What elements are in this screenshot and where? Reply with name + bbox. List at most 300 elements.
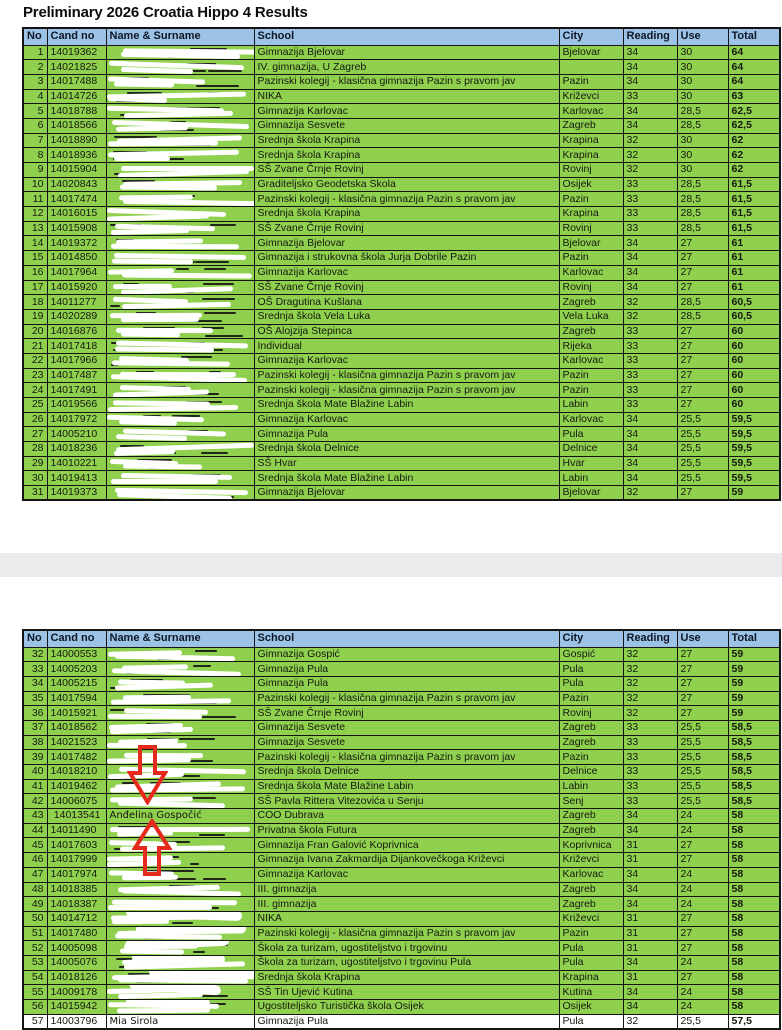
redacted-text-fragment: [202, 298, 235, 300]
cell-city: Zagreb: [559, 882, 623, 897]
cell-total: 62,5: [728, 118, 780, 133]
cell-total: 58: [728, 882, 780, 897]
cell-name: [106, 486, 254, 501]
cell-use: 25,5: [677, 720, 728, 735]
table-row: [23, 383, 780, 398]
cell-school: Privatna škola Futura: [254, 823, 559, 838]
column-header-name: Name & Surname: [106, 630, 254, 647]
cell-cand: 14017491: [47, 383, 106, 398]
cell-no: 6: [23, 118, 47, 133]
cell-name: [106, 955, 254, 970]
cell-reading: 32: [623, 676, 677, 691]
cell-no: 22: [23, 353, 47, 368]
cell-name: [106, 118, 254, 133]
redaction-scribble: [112, 258, 193, 264]
cell-cand: 14011490: [47, 823, 106, 838]
cell-cand: 14018126: [47, 970, 106, 985]
redaction-scribble: [122, 273, 252, 279]
cell-total: 58: [728, 985, 780, 1000]
cell-city: Hvar: [559, 456, 623, 471]
cell-reading: 33: [623, 368, 677, 383]
cell-reading: 34: [623, 251, 677, 266]
cell-total: 59,5: [728, 427, 780, 442]
cell-total: 60,5: [728, 309, 780, 324]
cell-use: 28,5: [677, 118, 728, 133]
cell-name: [106, 383, 254, 398]
cell-total: 59: [728, 691, 780, 706]
table-row: [23, 221, 780, 236]
cell-use: 24: [677, 1000, 728, 1015]
cell-reading: 32: [623, 647, 677, 662]
cell-school: Srednja škola Delnice: [254, 442, 559, 457]
cell-name: [106, 412, 254, 427]
cell-school: Srednja škola Krapina: [254, 970, 559, 985]
redacted-text-fragment: [110, 305, 120, 307]
cell-cand: 14019462: [47, 779, 106, 794]
cell-school: Gimnazija Ivana Zakmardija Dijankovečkoga Križevci: [254, 853, 559, 868]
redaction-scribble: [113, 389, 209, 397]
cell-use: 28,5: [677, 309, 728, 324]
redaction-scribble: [111, 244, 239, 249]
cell-total: 59: [728, 706, 780, 721]
cell-cand: 14003796: [47, 1014, 106, 1029]
cell-city: Osijek: [559, 177, 623, 192]
cell-no: 44: [23, 823, 47, 838]
cell-school: SŠ Hvar: [254, 456, 559, 471]
cell-school: Gimnazija Karlovac: [254, 265, 559, 280]
cell-total: 62,5: [728, 104, 780, 119]
column-header-city: City: [559, 630, 623, 647]
cell-cand: 14019373: [47, 486, 106, 501]
redaction-scribble: [112, 668, 241, 677]
cell-use: 28,5: [677, 295, 728, 310]
table-row: [23, 118, 780, 133]
cell-use: 27: [677, 853, 728, 868]
cell-name: Anđelina Gospočić: [106, 809, 254, 824]
cell-name: [106, 720, 254, 735]
redaction-scribble: [117, 1007, 210, 1013]
cell-school: NIKA: [254, 89, 559, 104]
cell-total: 58: [728, 926, 780, 941]
cell-reading: 33: [623, 383, 677, 398]
cell-city: Delnice: [559, 765, 623, 780]
cell-reading: 31: [623, 941, 677, 956]
cell-no: 28: [23, 442, 47, 457]
cell-school: COO Dubrava: [254, 809, 559, 824]
cell-no: 5: [23, 104, 47, 119]
cell-total: 59,5: [728, 471, 780, 486]
cell-name: [106, 853, 254, 868]
cell-name: [106, 471, 254, 486]
cell-cand: 14017418: [47, 339, 106, 354]
cell-reading: 32: [623, 295, 677, 310]
redacted-text-fragment: [172, 922, 193, 924]
cell-cand: 14017999: [47, 853, 106, 868]
redacted-text-fragment: [193, 951, 206, 953]
cell-no: 24: [23, 383, 47, 398]
redaction-scribble: [121, 317, 199, 322]
column-header-reading: Reading: [623, 630, 677, 647]
cell-use: 30: [677, 148, 728, 163]
table-row: [23, 970, 780, 985]
cell-total: 58: [728, 941, 780, 956]
cell-school: OŠ Dragutina Kušlana: [254, 295, 559, 310]
cell-name: [106, 456, 254, 471]
cell-no: 2: [23, 60, 47, 75]
cell-school: Gimnazija Fran Galović Koprivnica: [254, 838, 559, 853]
cell-city: Gospić: [559, 647, 623, 662]
cell-name: [106, 74, 254, 89]
cell-use: 27: [677, 353, 728, 368]
cell-cand: 14017974: [47, 867, 106, 882]
table-row: [23, 104, 780, 119]
cell-cand: 14013541: [47, 809, 106, 824]
cell-name: [106, 221, 254, 236]
cell-total: 63: [728, 89, 780, 104]
redaction-scribble: [116, 434, 187, 441]
cell-no: 15: [23, 251, 47, 266]
cell-total: 61,5: [728, 177, 780, 192]
cell-no: 29: [23, 456, 47, 471]
cell-name: [106, 662, 254, 677]
cell-city: Labin: [559, 398, 623, 413]
cell-no: 49: [23, 897, 47, 912]
redaction-scribble: [111, 479, 218, 484]
redaction-scribble: [122, 888, 241, 896]
cell-use: 28,5: [677, 177, 728, 192]
redacted-text-fragment: [187, 356, 212, 358]
redacted-text-fragment: [200, 320, 222, 322]
redaction-scribble: [112, 919, 169, 925]
cell-use: 27: [677, 251, 728, 266]
cell-use: 30: [677, 45, 728, 60]
cell-reading: 33: [623, 192, 677, 207]
cell-city: Delnice: [559, 442, 623, 457]
cell-city: Križevci: [559, 853, 623, 868]
cell-city: Bjelovar: [559, 45, 623, 60]
redaction-scribble: [110, 727, 194, 734]
cell-total: 58: [728, 867, 780, 882]
redaction-scribble: [115, 933, 222, 939]
table-row: [23, 676, 780, 691]
cell-use: 27: [677, 662, 728, 677]
cell-total: 58: [728, 809, 780, 824]
cell-no: 57: [23, 1014, 47, 1029]
cell-city: Osijek: [559, 1000, 623, 1015]
table-row: [23, 207, 780, 222]
redaction-scribble: [116, 126, 188, 133]
cell-school: SŠ Zvane Črnje Rovinj: [254, 280, 559, 295]
cell-school: Gimnazija Bjelovar: [254, 236, 559, 251]
cell-use: 24: [677, 867, 728, 882]
cell-total: 59: [728, 662, 780, 677]
cell-school: Gimnazija Pula: [254, 662, 559, 677]
cell-cand: 14018210: [47, 765, 106, 780]
column-header-no: No: [23, 630, 47, 647]
cell-cand: 14018936: [47, 148, 106, 163]
redaction-scribble: [107, 96, 166, 103]
cell-no: 35: [23, 691, 47, 706]
redaction-scribble: [111, 228, 189, 235]
cell-cand: 14014712: [47, 911, 106, 926]
cell-cand: 14019413: [47, 471, 106, 486]
cell-total: 60: [728, 398, 780, 413]
cell-school: Graditeljsko Geodetska Skola: [254, 177, 559, 192]
cell-no: 50: [23, 911, 47, 926]
cell-school: Gimnazija Karlovac: [254, 353, 559, 368]
cell-reading: 34: [623, 280, 677, 295]
cell-use: 24: [677, 985, 728, 1000]
table-row: [23, 339, 780, 354]
table-row: [23, 309, 780, 324]
cell-use: 27: [677, 280, 728, 295]
redacted-text-fragment: [176, 268, 188, 270]
cell-no: 30: [23, 471, 47, 486]
cell-school: Gimnazija Karlovac: [254, 104, 559, 119]
cell-reading: 32: [623, 662, 677, 677]
cell-total: 60: [728, 324, 780, 339]
cell-cand: 14015921: [47, 706, 106, 721]
cell-use: 27: [677, 926, 728, 941]
cell-reading: 33: [623, 89, 677, 104]
cell-use: 27: [677, 970, 728, 985]
cell-school: Gimnazija i strukovna škola Jurja Dobrile Pazin: [254, 251, 559, 266]
column-header-school: School: [254, 630, 559, 647]
cell-school: Pazinski kolegij - klasična gimnazija Pazin s pravom jav: [254, 74, 559, 89]
cell-cand: 14017972: [47, 412, 106, 427]
up-arrow-icon: [132, 819, 172, 876]
cell-reading: 33: [623, 207, 677, 222]
cell-name: [106, 148, 254, 163]
cell-reading: 33: [623, 221, 677, 236]
cell-school: SŠ Tin Ujević Kutina: [254, 985, 559, 1000]
cell-school: Srednja škola Delnice: [254, 765, 559, 780]
cell-city: [559, 60, 623, 75]
redaction-scribble: [108, 141, 218, 147]
cell-name: [106, 309, 254, 324]
cell-total: 58,5: [728, 779, 780, 794]
table-row: [23, 456, 780, 471]
cell-name: [106, 985, 254, 1000]
cell-school: SŠ Zvane Črnje Rovinj: [254, 163, 559, 178]
cell-cand: 14011277: [47, 295, 106, 310]
cell-city: Zagreb: [559, 823, 623, 838]
cell-use: 28,5: [677, 192, 728, 207]
cell-reading: 34: [623, 823, 677, 838]
cell-use: 27: [677, 941, 728, 956]
cell-reading: 34: [623, 985, 677, 1000]
cell-name: [106, 177, 254, 192]
table-row: [23, 45, 780, 60]
cell-city: Zagreb: [559, 720, 623, 735]
redaction-scribble: [108, 714, 202, 719]
table-row: [23, 427, 780, 442]
cell-name: [106, 867, 254, 882]
cell-name: [106, 838, 254, 853]
cell-name: [106, 60, 254, 75]
cell-total: 57,5: [728, 1014, 780, 1029]
redaction-scribble: [121, 332, 180, 338]
cell-city: Pazin: [559, 192, 623, 207]
cell-name: [106, 89, 254, 104]
cell-city: Pazin: [559, 251, 623, 266]
cell-city: Krapina: [559, 207, 623, 222]
cell-city: Senj: [559, 794, 623, 809]
table-row: [23, 1014, 780, 1029]
cell-city: Rovinj: [559, 221, 623, 236]
redaction-scribble: [111, 698, 231, 704]
cell-school: Ugostiteljsko Turistička škola Osijek: [254, 1000, 559, 1015]
cell-city: Pula: [559, 941, 623, 956]
cell-reading: 34: [623, 882, 677, 897]
cell-total: 59: [728, 676, 780, 691]
cell-cand: 14018387: [47, 897, 106, 912]
cell-city: Karlovac: [559, 412, 623, 427]
cell-cand: 14017480: [47, 926, 106, 941]
cell-total: 58,5: [728, 750, 780, 765]
cell-city: Pula: [559, 427, 623, 442]
table-row: [23, 89, 780, 104]
cell-total: 60,5: [728, 295, 780, 310]
cell-reading: 32: [623, 148, 677, 163]
cell-name: [106, 339, 254, 354]
redacted-text-fragment: [213, 335, 226, 337]
table-row: [23, 471, 780, 486]
cell-no: 9: [23, 163, 47, 178]
cell-cand: 14017964: [47, 265, 106, 280]
cell-city: Rovinj: [559, 280, 623, 295]
cell-no: 52: [23, 941, 47, 956]
cell-cand: 14019362: [47, 45, 106, 60]
cell-cand: 14018566: [47, 118, 106, 133]
cell-city: Koprivnica: [559, 838, 623, 853]
cell-school: Gimnazija Karlovac: [254, 867, 559, 882]
table-row: [23, 133, 780, 148]
cell-total: 58,5: [728, 720, 780, 735]
redaction-scribble: [121, 52, 240, 59]
table-row: [23, 941, 780, 956]
redacted-text-fragment: [196, 85, 225, 87]
cell-use: 27: [677, 339, 728, 354]
cell-reading: 34: [623, 442, 677, 457]
table-row: [23, 647, 780, 662]
redacted-text-fragment: [204, 268, 227, 270]
cell-total: 61: [728, 265, 780, 280]
redaction-scribble: [114, 82, 174, 88]
table-row: [23, 148, 780, 163]
cell-no: 53: [23, 955, 47, 970]
cell-school: Gimnazija Karlovac: [254, 412, 559, 427]
cell-school: Srednja škola Krapina: [254, 133, 559, 148]
cell-name: [106, 324, 254, 339]
table-row: [23, 280, 780, 295]
cell-city: Zagreb: [559, 295, 623, 310]
cell-name: [106, 442, 254, 457]
column-header-total: Total: [728, 630, 780, 647]
cell-name: [106, 163, 254, 178]
cell-city: Labin: [559, 779, 623, 794]
column-header-total: Total: [728, 28, 780, 45]
cell-school: Srednja škola Mate Blažine Labin: [254, 471, 559, 486]
cell-school: Gimnazija Sesvete: [254, 118, 559, 133]
cell-no: 4: [23, 89, 47, 104]
cell-no: 17: [23, 280, 47, 295]
cell-cand: 14009178: [47, 985, 106, 1000]
cell-no: 45: [23, 838, 47, 853]
cell-use: 25,5: [677, 779, 728, 794]
cell-use: 25,5: [677, 456, 728, 471]
cell-total: 58,5: [728, 794, 780, 809]
cell-reading: 31: [623, 926, 677, 941]
table-row: [23, 720, 780, 735]
redacted-text-fragment: [202, 995, 228, 997]
cell-name: [106, 676, 254, 691]
cell-city: Zagreb: [559, 735, 623, 750]
table-row: [23, 163, 780, 178]
cell-reading: 33: [623, 353, 677, 368]
cell-cand: 14017594: [47, 691, 106, 706]
table-row: [23, 882, 780, 897]
cell-reading: 32: [623, 706, 677, 721]
cell-no: 56: [23, 1000, 47, 1015]
redaction-scribble: [108, 905, 212, 910]
cell-reading: 33: [623, 765, 677, 780]
cell-city: Zagreb: [559, 809, 623, 824]
cell-cand: 14000553: [47, 647, 106, 662]
cell-no: 36: [23, 706, 47, 721]
cell-use: 24: [677, 882, 728, 897]
cell-name: [106, 706, 254, 721]
cell-reading: 34: [623, 897, 677, 912]
cell-use: 27: [677, 647, 728, 662]
cell-reading: 33: [623, 177, 677, 192]
cell-school: Pazinski kolegij - klasična gimnazija Pazin s pravom jav: [254, 192, 559, 207]
cell-cand: 14005098: [47, 941, 106, 956]
cell-use: 24: [677, 955, 728, 970]
cell-reading: 34: [623, 471, 677, 486]
cell-name: [106, 882, 254, 897]
redacted-text-fragment: [195, 261, 229, 263]
table-row: [23, 353, 780, 368]
cell-cand: 14017474: [47, 192, 106, 207]
cell-name: [106, 398, 254, 413]
cell-school: Srednja škola Mate Blažine Labin: [254, 779, 559, 794]
cell-school: Gimnazija Sesvete: [254, 720, 559, 735]
cell-no: 10: [23, 177, 47, 192]
cell-total: 58: [728, 911, 780, 926]
cell-city: Pazin: [559, 750, 623, 765]
cell-total: 58,5: [728, 735, 780, 750]
column-header-cand: Cand no: [47, 28, 106, 45]
cell-cand: 14018236: [47, 442, 106, 457]
redacted-text-fragment: [179, 738, 215, 740]
cell-city: Krapina: [559, 133, 623, 148]
cell-school: Pazinski kolegij - klasična gimnazija Pazin s pravom jav: [254, 926, 559, 941]
redacted-text-fragment: [204, 312, 237, 314]
cell-reading: 32: [623, 133, 677, 148]
cell-reading: 34: [623, 955, 677, 970]
cell-no: 1: [23, 45, 47, 60]
table-row: [23, 926, 780, 941]
header-row: [23, 630, 780, 647]
cell-no: 23: [23, 368, 47, 383]
redaction-scribble: [112, 361, 230, 367]
cell-no: 11: [23, 192, 47, 207]
cell-no: 34: [23, 676, 47, 691]
cell-use: 24: [677, 897, 728, 912]
cell-no: 16: [23, 265, 47, 280]
cell-use: 25,5: [677, 765, 728, 780]
